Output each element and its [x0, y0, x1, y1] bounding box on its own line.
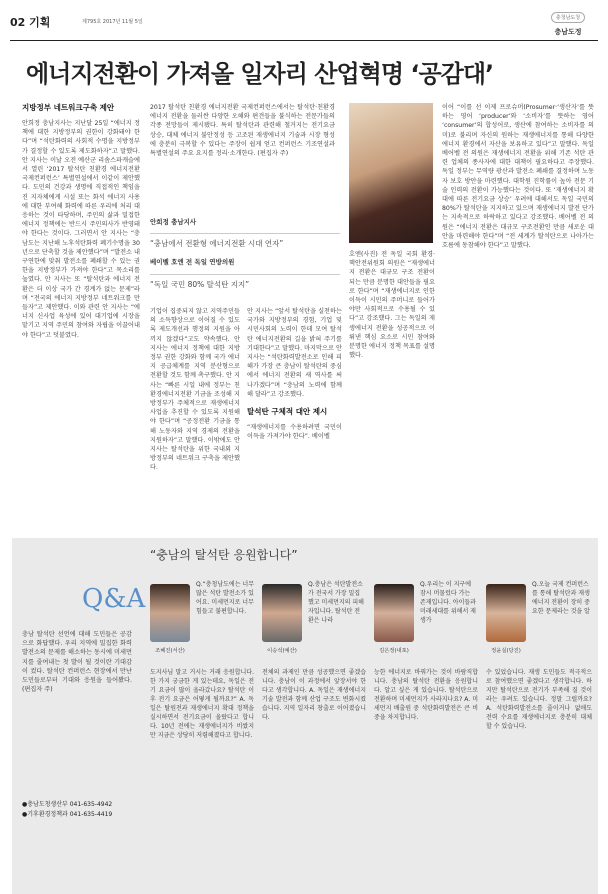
page-header [0, 0, 608, 44]
qa-intro-text: 충남 탈석탄 선언에 대해 도민들은 공감으로 화답했다. 우리 지역에 밀집한 화력발전소의 문제를 해소하는 동시에 미세먼지를 줄여내는 첫 발이 될 것이란 기대감이 컸다. 탈석탄 컨퍼런스 현장에서 만난 도민들로부터 기대와 응원을 들어봤다. (편집자 주) [22, 631, 132, 694]
person-name-1: 조혜진(서산) [155, 648, 185, 654]
speaker-photo [349, 103, 433, 243]
headline: 에너지전환이 가져올 일자리 산업혁명 ‘공감대’ [26, 60, 494, 88]
quote-speaker-2: 베이벨 호엔 전 독일 연방의원 [150, 258, 235, 267]
newspaper-logo [540, 4, 596, 40]
body-column-right [442, 103, 594, 573]
body-text-4: 호엔(사진) 전 독일 국회 환경·핵안전위원회 의원은 “재생에너지 전환은 대규모 구조 전환이 되는 만큼 분명한 대안들을 필요로 한다”며 “재생에너지로 인한 이득이 시민의 주머니로 들어가야만 사회적으로 수용될 수 있다”고 강조했다. 그는 독일의 재생에너지 전환을 성공적으로 이뤄낸 핵심 요소로 시민 참여와 분명한 에너지 정책 목표를 설명했다. [349, 251, 435, 360]
body-subtitle-3: 탈석탄 구체적 대안 제시 [247, 407, 328, 417]
person-answer-4: 수 있었습니다. 재생 도민들도 적극적으로 참여했으면 좋겠다고 생각합니다. 하지만 탈석탄으로 전기가 부족해 질 것이라는 우려도 있습니다. 정말 그럴까요? A. 석탄화력발전소를 줄이거나 없애도 전력 수요를 재생에너지로 충분히 대체할 수 있습니다. [486, 669, 592, 730]
person-name-4: 정윤실(당진) [491, 648, 521, 654]
qa-contacts [22, 800, 132, 820]
contact-2: ●기후환경정책과 041-635-4419 [22, 811, 113, 818]
person-photo-3 [374, 584, 414, 642]
person-question-1: Q.“충청남도에는 너무 많은 석탄 발전소가 있어요. 미세먼지로 너무 힘들고 불편합니다. [196, 581, 254, 615]
body-column-3 [247, 307, 342, 573]
logo-name: 충남도정 [554, 28, 582, 36]
sidebar-subtitle: 지방정부 네트워크구축 제안 [22, 103, 115, 112]
body-column-2 [150, 307, 240, 573]
sidebar-body: 안희정 충남지사는 지난달 25일 “에너지 정책에 대한 지방정부의 권한이 강화돼야 한다”며 “석탄화력의 사회적 수명을 지방정부가 결정할 수 있도록 제도화하자”고 말했다. 안 지사는 이날 오전 예산군 리솜스파캐슬에서 열린 ‘2017 탈석탄 친환경 에너지전환 국제컨퍼런스’ 특별연설에서 이같이 제안했다. 도민의 건강과 생명에 직접적인 책임을 진 지자체에게 시설 또는 화석 에너지 사용에 대한 부여해 화력에 따른 우리에 처리 대응하는 것이 타당하며, 주민의 삶과 밀접한 에너지 정책에는 반드시 주민의사가 반영돼야 한다는 것이다. 그러면서 안 지사는 “충남도는 지난해 노후석탄화력 폐기수명을 30년으로 단축할 것을 제안했다”며 “발전소 내구연한에 맞춰 발전소를 폐쇄할 수 있는 권한을 지방정부가 가져야 한다”고 목소리를 높였다. 안 지사는 또 “탈석탄과 에너지 전환은 더 이상 국가 간 경계가 없는 문제”라며 “전국의 에너지 지방정부 네트워크를 만들자”고 제안했다. 이와 관련 안 지사는 “에너지 신사업 육성에 있어 대기업에 시장을 맡기고 지역 주민의 참여와 자립을 이끌어내야 한다”고 덧붙였다. [22, 120, 140, 339]
quote-block [150, 218, 340, 303]
person-photo-2 [262, 584, 302, 642]
quote-line-2: “독일 국민 80% 탈석탄 지지” [150, 274, 340, 289]
logo-badge: 충청남도청 [551, 12, 585, 23]
contact-1: ●충남도청생산부 041-635-4942 [22, 801, 113, 808]
header-rule [10, 40, 598, 41]
person-name-3: 김은정(내포) [379, 648, 409, 654]
quote-speaker-1: 안희정 충남지사 [150, 218, 197, 226]
body-text-3: 안 지사는 “앞서 탈석탄을 실천하는 국가와 지방정부의 경험, 기업 및 시민사회의 노력이 한데 모여 탈석탄 에너지전환의 길을 밝혀 주기를 기대한다”고 말했다. 마지막으로 안 지사는 “석탄화력발전소로 인해 피해가 가장 큰 충남이 탈석탄의 중심에서 에너지 전환의 새 역사를 써 나가겠다”며 “충남의 노력에 함께해 달라”고 강조했다. [247, 308, 342, 398]
issue-info: 제795호 2017년 11월 5일 [82, 19, 143, 25]
quote-line-1: “충남에서 전환형 에너지전환 시대 연자” [150, 233, 340, 248]
person-name-2: 이승석(예산) [267, 648, 297, 654]
person-answer-3: 능한 에너지로 바꿔가는 것이 바람직합니다. 충남의 탈석탄 전환을 응원합니다. 알고 싶은 게 있습니다. 탈석탄으로 전환하며 미세먼지가 사라지나요? A. 미세먼지 배출원 중 석탄화력발전은 큰 비중을 차지합니다. [374, 669, 478, 721]
person-answer-1: 도지사님 말고 거시는 거래 응원합니다. 한 가지 궁금한 게 있는데요, 독일은 전기 요금이 많이 올라갔나요? 탈석탄 이후 전기 요금은 어떻게 될까요?” A. 독일은 탈원전과 재생에너지 확대 정책을 실시하면서 전기요금이 올랐다고 합니다. 10년 전에는 재생에너지가 비쌌지만 지금은 상당히 저렴해졌다고 합니다. [150, 669, 254, 739]
person-question-2: Q.충남은 석탄발전소가 전국서 가장 밀집했고 미세먼지의 피해자입니다. 탈석탄 전환은 나라 [308, 581, 364, 624]
sidebar-column [22, 103, 140, 573]
body-text-2: 기업이 집중되지 않고 지역주민들의 소득향상으로 이어질 수 있도록 제도개선과 행정의 지원을 아끼지 않겠다”고도 약속했다. 안 지사는 에너지 정책에 대한 지방정부 권한 강화와 함께 국가 에너지 공급체계를 지역 분산형으로 전환할 것도 함께 촉구했다. 안 지사는 “빠른 시일 내에 정부는 친환경에너지전환 기금을 조성해 지방정부가 주체적으로 재생에너지 사업을 추진할 수 있도록 지원해야 한다”며 “공정전환 기금을 통해 노동자와 지역 경제의 전환을 지원하자”고 말했다. 이밖에도 안 지사는 탈석탄을 위한 국내외 지방정부의 네트워크 구축을 제안했다. [150, 308, 240, 472]
person-answer-2: 전체의 과제인 만큼 성공했으면 좋겠습니다. 충남이 이 과정에서 앞장서야 한다고 생각합니다. A. 독일은 재생에너지 기술 발전과 함께 산업 구조도 변화시켰습니다. 지역 일자리 창출로 이어졌습니다. [262, 669, 366, 721]
body-text-right: 이어 “이를 선 이제 프로슈머(Prosumer·‘생산자’를 뜻하는 영어 ‘producer’와 ‘소비자’를 뜻하는 영어 ‘consumer’의 합성어로, 생산에 참여하는 소비자를 의미)로 불리며 자신의 원하는 재생에너지를 통해 다양한 에너지 환경에서 자산을 보유하고 있다”고 말했다. 독일 베어벨 전 의원은 재생에너지 전환을 위해 기존 석탄 관련 업체의 종사자에 대한 대책이 필요하다고 주장했다. 독일 정부는 무역량 광산과 발전소 폐쇄를 결정하며 노동자 보호 방안을 마련했다. 대학원 진학률이 높아 전문 기술 인력의 전환이 가능했다는 것이다. 또 ‘재생에너지 확대에 따른 전기요금 상승’ 우려에 대해서도 독일 국민의 80%가 탈석탄을 지지하고 있으며 재생에너지 발전 단가는 지속적으로 하락하고 있다고 강조했다. 베어벨 전 의원은 “에너지 전환은 대규모 구조전환인 만큼 새로운 대안을 마련해야 한다”며 “전 세계가 탈석탄으로 나아가는 흐름에 동참해야 한다”고 말했다. [442, 104, 594, 250]
qa-intro [22, 630, 132, 790]
lead-paragraph [150, 103, 335, 213]
qa-label: Q&A [82, 584, 146, 614]
qa-title: “충남의 탈석탄 응원합니다” [150, 548, 298, 562]
person-photo-4 [486, 584, 526, 642]
lead-text: 2017 탈석탄 친환경 에너지전환 국제컨퍼런스에서는 탈석탄·친환경에너지 전환을 둘러싼 다양한 오해와 편견들을 불식하는 전문가들의 각종 전망들이 제시됐다. 특히 탈석탄과 관련해 철거지는 전기요금 상승, 대체 에너지 불안정성 등 고조된 재생에너지 기술과 시장 형성에 충분히 극복할 수 있다는 주장이 쉽게 얻고 컨퍼런스 기조연설과 특별연설의 주요 요지를 정리·소개한다. (편집자 주) [150, 104, 335, 158]
body-tail-3: “재생에너지를 수용하려면 국민이 이득을 가져가야 한다”. 베이벨 [247, 424, 342, 441]
section-label: 02 기획 [10, 16, 51, 29]
person-question-3: Q.우리는 이 지구에 잠시 머물렀다 가는 존재입니다. 아이들과 미래세대를 위해서 재생가 [420, 581, 476, 624]
person-question-4: Q.오늘 국제 컨퍼런스를 통해 탈석탄과 재생에너지 전환이 장히 중요한 문제라는 것을 알 [532, 581, 590, 615]
person-photo-1 [150, 584, 190, 642]
body-column-4 [349, 250, 435, 573]
